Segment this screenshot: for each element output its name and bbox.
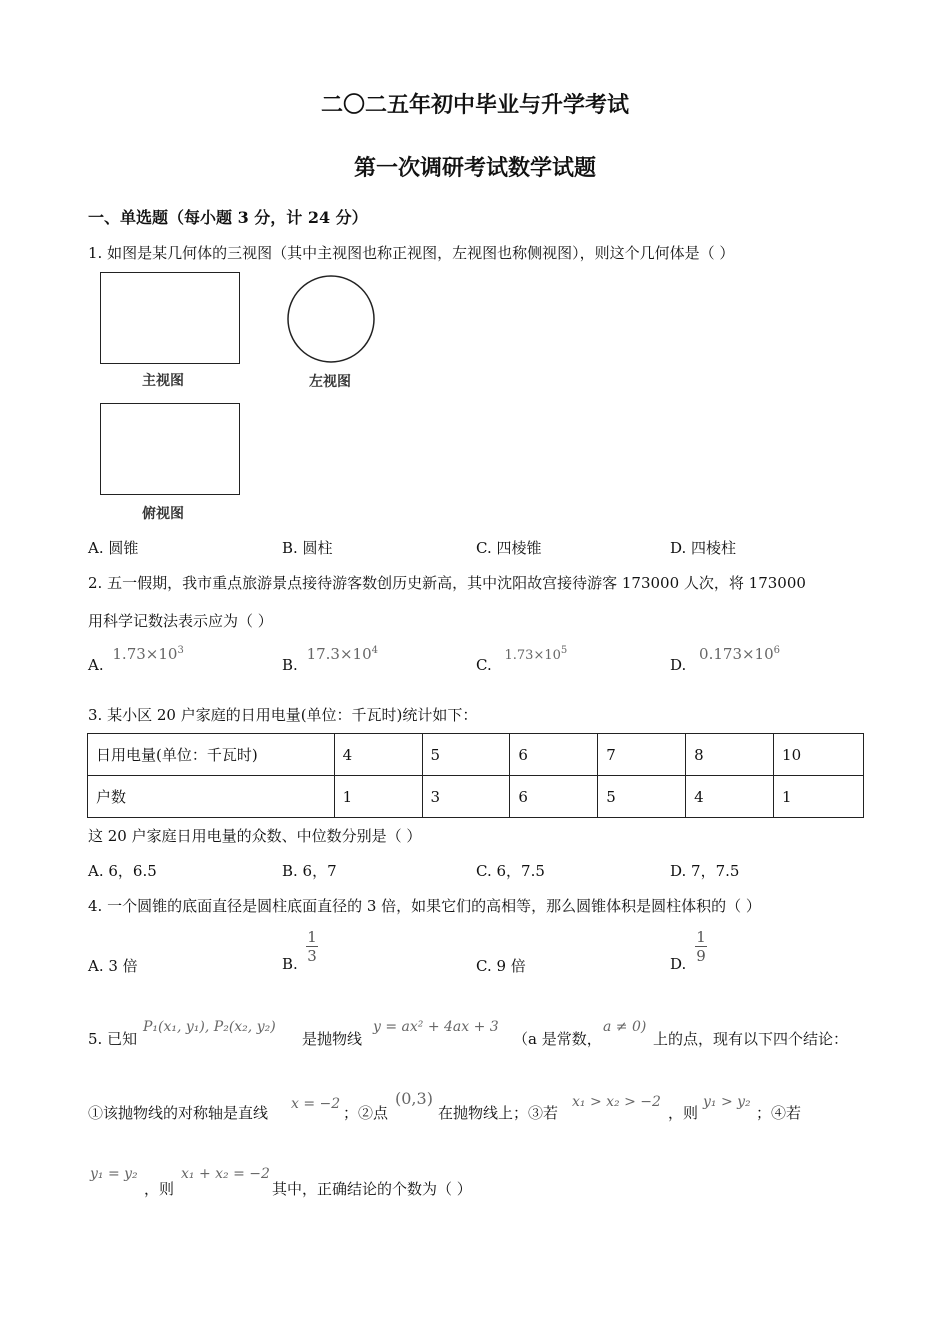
q1-stem: 1. 如图是某几何体的三视图（其中主视图也称正视图，左视图也称侧视图），则这个几何体是（ ） [88,244,735,262]
q2-option-a-letter: A. [88,656,104,674]
fraction-numerator: 1 [307,928,317,946]
q4-option-b-fraction [306,928,318,965]
q2-option-c-letter: C. [476,656,492,674]
q2-option-c-value: $1.73\times 10^5$ [504,645,568,663]
q3-question: 这 20 户家庭日用电量的众数、中位数分别是（ ） [88,827,422,845]
q1-option-c[interactable]: C. 四棱锥 [476,539,542,557]
q5-mid: 是抛物线 [302,1030,363,1048]
top-view-label: 俯视图 [142,506,184,522]
q4-option-a[interactable]: A. 3 倍 [88,957,138,975]
q4-option-b-letter: B. [282,955,298,973]
q4-option-c[interactable]: C. 9 倍 [476,957,526,975]
q4-option-b[interactable] [282,955,298,973]
table-cell: 5 [598,776,686,818]
table-cell: 5 [422,734,510,776]
table-cell: 1 [334,776,422,818]
q4-option-d[interactable] [670,955,686,973]
q4-option-d-fraction [695,928,707,965]
q5-points: P₁(x₁, y₁), P₂(x₂, y₂) [143,1019,276,1035]
table-cell: 6 [510,776,598,818]
q2-option-a[interactable] [88,645,184,674]
table-cell: 7 [598,734,686,776]
q3-option-d[interactable]: D. 7，7.5 [670,862,740,880]
q3-option-b[interactable]: B. 6，7 [282,862,337,880]
section-heading: 一、单选题（每小题 3 分，计 24 分） [88,208,368,227]
q2-option-c[interactable] [476,645,568,674]
q1-option-d[interactable]: D. 四棱柱 [670,539,737,557]
q5-prefix: 5. 已知 [88,1030,138,1048]
q2-stem-line1: 2. 五一假期，我市重点旅游景点接待游客数创历史新高，其中沈阳故宫接待游客 173000 人次，将 173000 [88,574,806,592]
q5-conclusion-2-tail: 在抛物线上；③若 [438,1104,559,1122]
table-cell: 8 [686,734,774,776]
table-cell: 日用电量(单位：千瓦时) [88,734,335,776]
q5-conclusion-4: ；④若 [756,1104,802,1122]
table-cell: 4 [686,776,774,818]
q5-paren: （a 是常数， [513,1030,602,1048]
table-row [88,776,864,818]
q5-conclusion-4-mid: ，则 [144,1180,175,1198]
fraction-denominator: 3 [307,947,317,965]
q5-equation: y = ax² + 4ax + 3 [373,1019,499,1035]
q2-option-b-letter: B. [282,656,298,674]
table-cell: 户数 [88,776,335,818]
front-view-label: 主视图 [142,373,184,389]
q3-option-a[interactable]: A. 6，6.5 [88,862,157,880]
left-view-circle [283,273,379,365]
table-cell: 6 [510,734,598,776]
table-row [88,734,864,776]
table-cell: 4 [334,734,422,776]
q2-option-b-value: $17.3\times 10^4$ [306,645,379,663]
q1-option-a[interactable]: A. 圆锥 [88,539,139,557]
q5-conclusion-3-mid: ，则 [668,1104,699,1122]
q5-result-3: y₁ > y₂ [703,1094,751,1110]
q4-stem: 4. 一个圆锥的底面直径是圆柱底面直径的 3 倍，如果它们的高相等，那么圆锥体积是圆柱体积的（ ） [88,897,761,915]
q2-option-a-value: $1.73\times 10^3$ [112,645,184,663]
q2-option-b[interactable] [282,645,379,674]
q5-axis-equation: x = −2 [291,1096,341,1112]
q5-question: 其中，正确结论的个数为（ ） [272,1180,472,1198]
left-view-label: 左视图 [309,374,351,390]
table-cell: 10 [774,734,864,776]
q2-option-d-letter: D. [670,656,687,674]
table-cell: 1 [774,776,864,818]
q5-suffix: 上的点，现有以下四个结论： [653,1030,849,1048]
q2-option-d[interactable] [670,645,781,674]
q5-result-4: x₁ + x₂ = −2 [181,1166,270,1182]
q5-condition-4: y₁ = y₂ [90,1166,138,1182]
front-view-rectangle [100,272,240,364]
q3-stem: 3. 某小区 20 户家庭的日用电量(单位：千瓦时)统计如下： [88,706,478,724]
q5-conclusion-2: ；②点 [343,1104,389,1122]
q4-option-d-letter: D. [670,955,687,973]
exam-subtitle: 第一次调研考试数学试题 [353,155,596,181]
table-cell: 3 [422,776,510,818]
q1-option-b[interactable]: B. 圆柱 [282,539,333,557]
exam-title: 二〇二五年初中毕业与升学考试 [320,92,629,118]
q5-condition: a ≠ 0) [603,1019,647,1035]
q5-point-03: (0,3) [395,1089,433,1108]
q2-option-d-value: $0.173\times 10^6$ [699,645,781,663]
q2-stem-line2: 用科学记数法表示应为（ ） [88,612,273,630]
q3-option-c[interactable]: C. 6，7.5 [476,862,545,880]
fraction-denominator: 9 [696,947,706,965]
q5-conclusion-1: ①该抛物线的对称轴是直线 [88,1104,269,1122]
top-view-rectangle [100,403,240,495]
electricity-table [87,733,864,818]
q5-condition-3: x₁ > x₂ > −2 [572,1094,661,1110]
fraction-numerator: 1 [696,928,706,946]
